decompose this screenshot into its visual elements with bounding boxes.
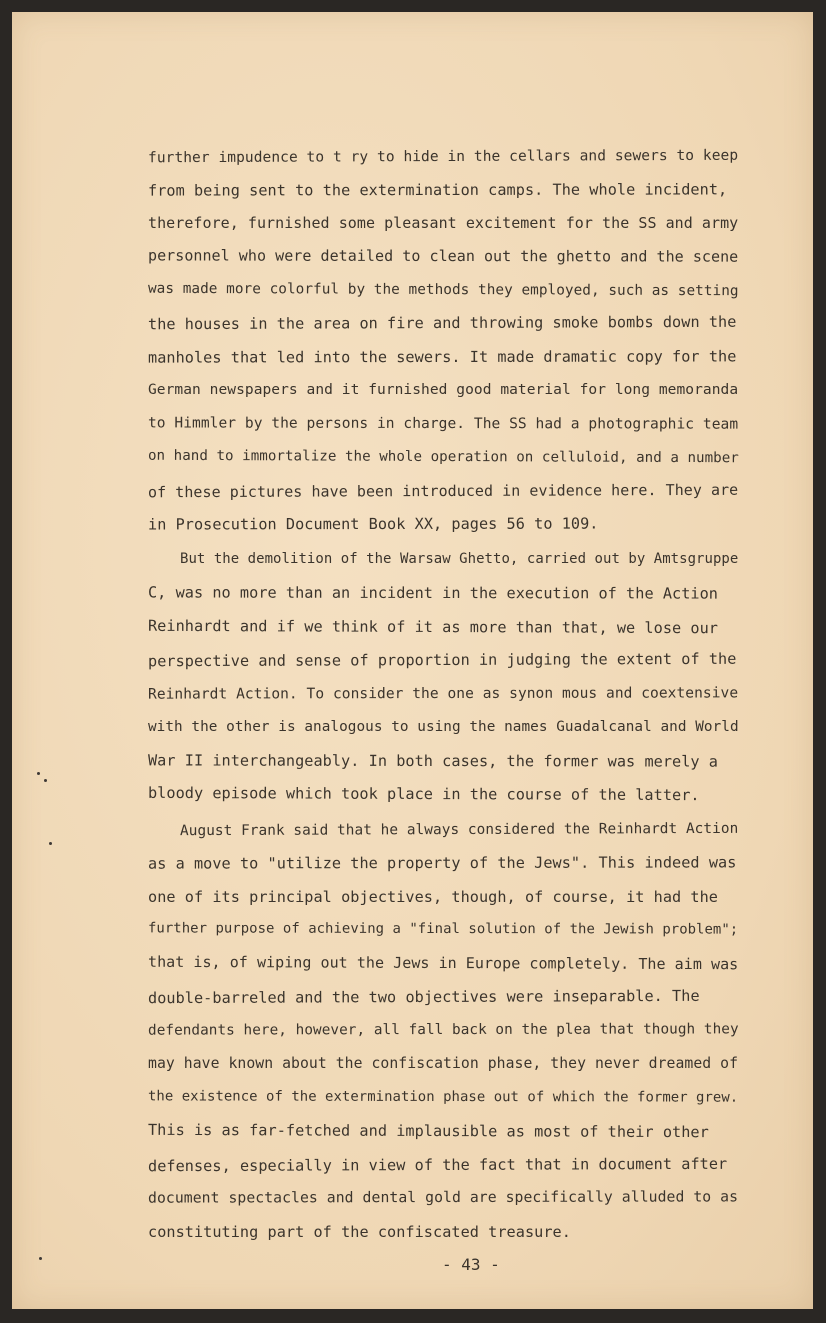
margin-speck	[49, 842, 52, 845]
text-line: of these pictures have been introduced in evidence here. They are	[147, 480, 739, 502]
text-line: perspective and sense of proportion in judging the extent of the	[147, 649, 737, 671]
page-number: - 43 -	[442, 1255, 500, 1274]
text-line: German newspapers and it furnished good material for long memoranda	[148, 381, 739, 398]
text-line: the existence of the extermination phase out of which the former grew.	[147, 1088, 739, 1106]
text-line: double-barreled and the two objectives were inseparable. The	[147, 986, 700, 1008]
margin-speck	[39, 1257, 42, 1260]
text-line: as a move to "utilize the property of the Jews". This indeed was	[147, 853, 737, 873]
text-line: August Frank said that he always considered the Reinhardt Action	[179, 820, 739, 840]
text-line: the houses in the area on fire and throwing smoke bombs down the	[147, 312, 737, 334]
text-line: bloody episode which took place in the course of the latter.	[147, 783, 700, 805]
margin-speck	[37, 772, 40, 775]
text-line: that is, of wiping out the Jews in Europe completely. The aim was	[147, 952, 739, 974]
text-line: personnel who were detailed to clean out the ghetto and the scene	[147, 246, 739, 266]
text-line: in Prosecution Document Book XX, pages 56 to 109.	[147, 514, 599, 534]
margin-speck	[44, 779, 47, 782]
text-line: But the demolition of the Warsaw Ghetto, carried out by Amtsgruppe	[180, 551, 739, 567]
text-line: This is as far-fetched and implausible as most of their other	[147, 1120, 709, 1142]
text-line: may have known about the confiscation phase, they never dreamed of	[148, 1055, 739, 1072]
text-line: defendants here, however, all fall back on the plea that though they	[147, 1021, 739, 1039]
document-page	[12, 12, 813, 1309]
text-line: to Himmler by the persons in charge. The SS had a photographic team	[147, 414, 739, 433]
text-line: therefore, furnished some pleasant excitement for the SS and army	[148, 214, 739, 232]
text-line: further impudence to t ry to hide in the cellars and sewers to keep	[147, 146, 739, 167]
text-line: manholes that led into the sewers. It made dramatic copy for the	[147, 347, 737, 367]
text-line: document spectacles and dental gold are specifically alluded to as	[147, 1188, 739, 1207]
text-line: defenses, especially in view of the fact that in document after	[147, 1154, 728, 1176]
text-line: Reinhardt Action. To consider the one as synon mous and coextensive	[147, 684, 739, 703]
text-line: Reinhardt and if we think of it as more than that, we lose our	[147, 616, 719, 638]
text-line: on hand to immortalize the whole operation on celluloid, and a number	[147, 447, 739, 467]
text-line: with the other is analogous to using the names Guadalcanal and World	[148, 719, 739, 735]
text-line: C, was no more than an incident in the execution of the Action	[147, 583, 719, 603]
text-line: from being sent to the extermination camps. The whole incident,	[147, 180, 728, 200]
text-line: was made more colorful by the methods they employed, such as setting	[147, 280, 739, 300]
text-line: further purpose of achieving a "final solution of the Jewish problem";	[147, 920, 739, 938]
text-line: constituting part of the confiscated treasure.	[148, 1223, 571, 1241]
text-line: one of its principal objectives, though, of course, it had the	[148, 888, 719, 906]
text-line: War II interchangeably. In both cases, the former was merely a	[147, 751, 719, 771]
